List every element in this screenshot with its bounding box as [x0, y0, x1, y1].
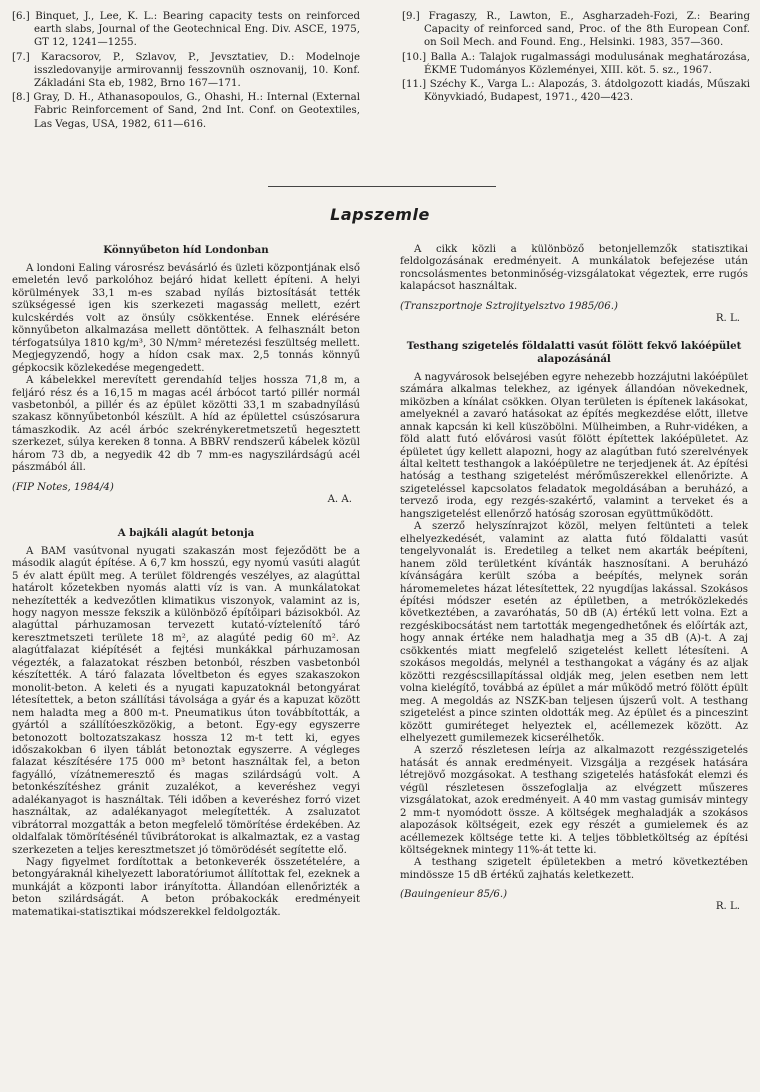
article-title: Testhang szigetelés földalatti vasút fölött fekvő lakóépület alapozásánál — [406, 339, 742, 365]
article-source: (FIP Notes, 1984/4) — [12, 481, 114, 493]
left-column — [12, 244, 360, 919]
section-title: Lapszemle — [330, 205, 430, 224]
paragraph: A testhang szigetelt épületekben a metró következtében mindössze 15 dB értékű zajhatás keletkezett. — [400, 857, 748, 881]
article-body — [12, 546, 360, 920]
paragraph: A kábelekkel merevített gerendahíd teljes hossza 71,8 m, a feljáró rész és a 16,15 m magas acél árbócot tartó pillér normál vasbetonból, a pillér és az épület közötti 33,1 m szabadnyílású szakasz könnyűbetonból készült. A híd az épülettel csúszósarura támaszkodik. Az acél árbóc szekrénykeretmetszetű hegesztett szerkezet, súlya kereken 8 tonna. A BBRV rendszerű kábelek közül három 73 db, a negyedik 42 db 7 mm-es nagyszilárdságú acél pászmából áll. — [12, 375, 360, 474]
article-author: R. L. — [715, 901, 740, 913]
reference-item: [9.] Fragaszy, R., Lawton, E., Asgharzadeh-Fozi, Z.: Bearing Capacity of reinforced sand, Proc. of the 8th European Conf. on Soil Mech. and Found. Eng., Helsinki. 1983, 357—360. — [402, 11, 750, 49]
article-title: A bajkáli alagút betonja — [117, 526, 255, 539]
paragraph: A nagyvárosok belsejében egyre nehezebb hozzájutni lakóépület számára alkalmas telekhez, az igények állandóan növekednek, miközben a kínálat csökken. Olyan területen is építenek lakásokat, amelyeknél a zavaró hatásokat az építés megkezdése előtt, illetve annak kapcsán ki kell küszöbölni. Mülheimben, a Ruhr-vidéken, a föld alatt futó elővárosi vasút fölött építettek lakóépületet. Az épületet úgy kellett alapozni, hogy az alagútban futó szerelvények által keltett testhangok a lakóépületre ne terjedjenek át. Az építési hatóság a testhang szigetelést mérőműszerekkel ellenőrizte. A szigeteléssel kapcsolatos feladatok megoldásában a beruházó, a tervező iroda, egy rezgés-szakértő, valamint a terveket és a hangszigetelést ellenőrző hatóság szorosan együttműködött. — [400, 371, 748, 520]
paragraph: A londoni Ealing városrész bevásárló és üzleti központjának első emeletén levő parkolóhoz bejáró hidat kellett építeni. A helyi körülmények 33,1 m-es szabad nyílás biztosítását tették szükségessé igen kis szerkezeti magasság mellett, ezért kulcskérdés volt az önsúly csökkentése. Ennek elérésére könnyűbeton alkalmazása mellett döntöttek. A felhasznált beton térfogatsúlya 1810 kg/m³, 30 N/mm² méretezési feszültség mellett. Megjegyzendő, hogy a hídon csak max. 2,5 tonnás könnyű gépkocsik közlekedése megengedett. — [12, 263, 360, 374]
reference-item: [6.] Binquet, J., Lee, K. L.: Bearing capacity tests on reinforced earth slabs, Journal of the Geotechnical Eng. Div. ASCE, 1975, GT 12, 1241—1255. — [12, 11, 360, 49]
article-body — [400, 372, 748, 883]
article-source: (Bauingenieur 85/6.) — [400, 889, 508, 901]
reference-item: [8.] Gray, D. H., Athanasopoulos, G., Ohashi, H.: Internal (External Fabric Reinforcement of Sand, 2nd Int. Conf. on Geotextiles, Las Vegas, USA, 1982, 611—616. — [12, 92, 360, 130]
article-vibration-insulation — [400, 340, 748, 913]
paragraph: A cikk közli a különböző betonjellemzők statisztikai feldolgozásának eredményeit. A munkálatok befejezése után roncsolásmentes betonminőség-vizsgálatokat végeztek, erre rugós kalapácsot használtak. — [400, 244, 748, 293]
paragraph: Nagy figyelmet fordítottak a betonkeverék összetételére, a betongyáraknál kihelyezett laboratóriumot állítottak fel, ezeknek a munkáját a központi labor irányította. Állandóan ellenőrizték a beton szilárdságát. A beton próbakockák eredményeit matematikai-statisztikai módszerekkel feldolgozták. — [12, 857, 360, 918]
references-left — [12, 10, 360, 132]
article-source: (Transzportnoje Sztrojityelsztvo 1985/06.) — [400, 300, 618, 312]
reference-item: [11.] Széchy K., Varga L.: Alapozás, 3. átdolgozott kiadás, Műszaki Könyvkiadó, Budapest, 1971., 420—423. — [402, 79, 750, 104]
references-right — [402, 10, 750, 105]
paragraph: A szerző helyszínrajzot közöl, melyen feltünteti a telek elhelyezkedését, valamint az alatta futó földalatti vasút tengelyvonalát is. Eredetileg a telket nem akarták beépíteni, hanem zöld területként kívánták hasznosítani. A beruházó kívánságára került szóba a beépítés, melynek során háromemeletes házat létesítettek, 22 nyugdíjas lakással. Szokásos építési módszer esetén az épületben, a metróközlekedés következtében, a zavaróhatás, 50 dB (A) értékű lett volna. Ezt a rezgéskibocsátást nem tartották megengedhetőnek és előírták azt, hogy annak értéke nem haladhatja meg a 35 dB (A)-t. A zaj csökkentés miatt megfelelő szigetelést kellett létesíteni. A szokásos megoldás, melynél a testhangokat a vágány és az aljak közötti rezgéscsillapítással oldják meg, jelen esetben nem lett volna kielégítő, továbbá az épület a már működő metró fölött épült meg. A megoldás az NSZK-ban teljesen újszerű volt. A testhang szigetelést a pince szinten oldották meg. Az épület és a pinceszint között gumiréteget helyeztek el, acéllemezek között. Az elhelyezett gumilemezek kicserélhetők. — [400, 521, 748, 744]
article-body — [12, 263, 360, 475]
article-baikal-tunnel-continued — [400, 244, 748, 324]
reference-item: [10.] Balla A.: Talajok rugalmassági modulusának meghatározása, ÉKME Tudományos Közleményei, XIII. köt. 5. sz., 1967. — [402, 51, 750, 76]
section-divider — [268, 186, 496, 187]
right-column — [400, 244, 748, 912]
article-author: A. A. — [327, 493, 352, 505]
reference-item: [7.] Karacsorov, P., Szlavov, P., Jevsztatiev, D.: Modelnoje isszledovanyije armirovannij fesszovnüh osznovanij, 10. Konf. Základáni Sta eb, 1982, Brno 167—171. — [12, 51, 360, 90]
article-title: Könnyűbeton híd Londonban — [103, 244, 269, 256]
article-baikal-tunnel — [12, 527, 360, 920]
article-london-bridge — [12, 244, 360, 505]
paragraph: A szerző részletesen leírja az alkalmazott rezgésszigetelés hatását és annak eredményeit. Vizsgálja a rezgések hatására létrejövő mozgásokat. A testhang szigetelés hatásfokát elemzi és végül részletesen összefoglalja az elvégzett műszeres vizsgálatokat, azok eredményeit. A 40 mm vastag gumisáv mintegy 2 mm-t nyomódott össze. A költségek meghaladják a szokásos alapozások költségeit, ezek egy részét a gumielemek és az acéllemezek költsége tette ki. A teljes többletköltség az építési költségeknek mintegy 11%-át tette ki. — [400, 745, 748, 857]
article-author: R. L. — [715, 312, 740, 324]
paragraph: A BAM vasútvonal nyugati szakaszán most fejeződött be a második alagút építése. A 6,7 km hosszú, egy nyomú vasúti alagút 5 év alatt épült meg. A terület földrengés veszélyes, az alagúttal határolt kőzetekben nyomás alatti víz is van. A munkálatokat nehezítették a kedvezőtlen klimatikus viszonyok, valamint az is, hogy nagyon messze fekszik a különböző építőipari bázisokból. Az alagúttal párhuzamosan tervezett kutató-víztelenítő táró keresztmetszeti területe 18 m², az alagúté pedig 60 m². Az alagútfalazat kiépítését a fejtési munkákkal párhuzamosan végezték, a falazatokat részben betonból, részben vasbetonból készítették. A táró falazata lőveltbeton és egyes szakaszokon monolit-beton. A keleti és a nyugati kapuzatoknál betongyárat létesítettek, a beton szállítási távolsága a gyár és a kapuzat között nem haladta meg a 800 m-t. Pneumatikus úton továbbították, a gyártól a szállítóeszközökig, a betont. Egy-egy egyszerre betonozott boltozatszakasz hossza 12 m-t tett ki, egyes időszakokban 6 ilyen táblát betonoztak egyszerre. A végleges falazat készítésére 175 000 m³ betont használtak fel, a beton fagyálló, vízátnemeresztő és magas szilárdságú volt. A betonkészítéshez gránit zuzalékot, a keveréshez vegyi adalékanyagot is használtak. Téli időben a keveréshez forró vizet használtak, az adalékanyagot melegítették. A zsaluzatot vibrátorral mozgatták a beton megfelelő tömörítése érdekében. Az oldalfalak tömörítésénél tűvibrátorokat is alkalmaztak, ez a vastag szerkezeten a teljes keresztmetszet jó tömörödését segítette elő. — [12, 545, 360, 856]
article-body — [400, 244, 748, 294]
